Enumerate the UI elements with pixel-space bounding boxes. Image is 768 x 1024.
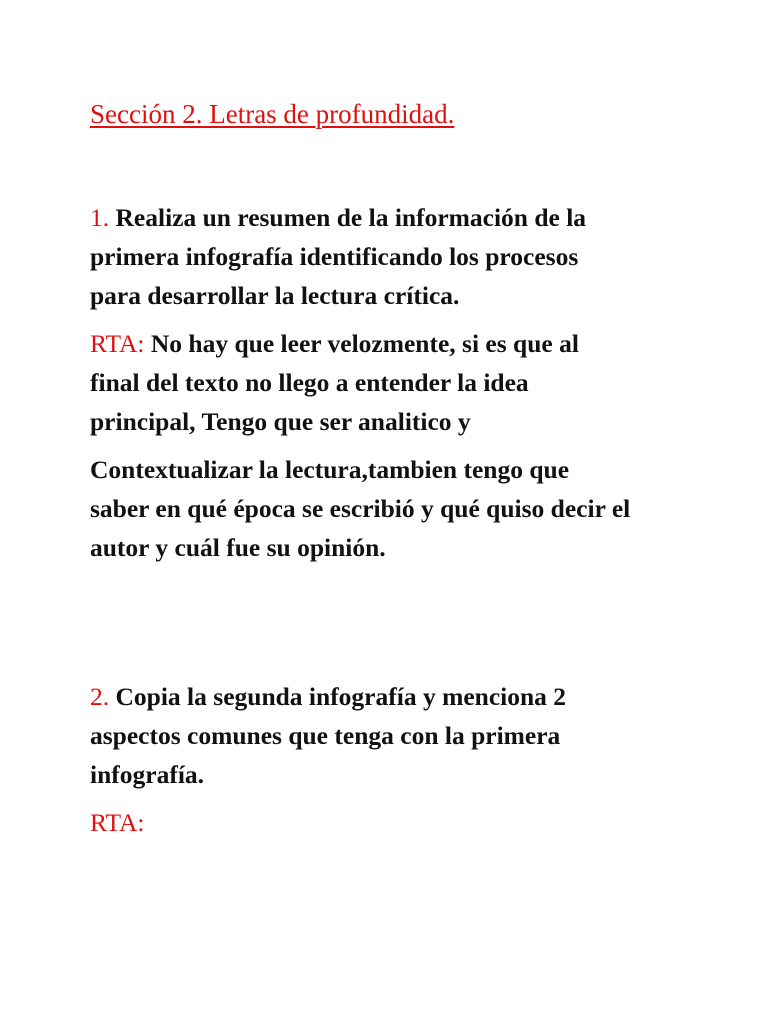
question-1-number: 1. (90, 203, 110, 232)
answer-1-line-5: saber en qué época se escribió y qué quiso decir el (90, 494, 631, 523)
question-2-line-3: infografía. (90, 760, 205, 789)
question-2-text: Copia la segunda infografía y menciona 2 (115, 682, 567, 711)
question-1-line-3: para desarrollar la lectura crítica. (90, 281, 460, 310)
answer-1-line-6: autor y cuál fue su opinión. (90, 533, 386, 562)
question-2-line-1 (90, 680, 566, 714)
answer-1-label: RTA: (90, 329, 145, 358)
answer-2-label: RTA: (90, 808, 145, 837)
question-2-number: 2. (90, 682, 110, 711)
answer-1-line-3: principal, Tengo que ser analitico y (90, 407, 471, 436)
question-2-line-2: aspectos comunes que tenga con la primera (90, 721, 561, 750)
question-1-text: Realiza un resumen de la información de la (115, 203, 587, 232)
question-1-line-2: primera infografía identificando los procesos (90, 242, 579, 271)
answer-1-line-4: Contextualizar la lectura,tambien tengo que (90, 455, 570, 484)
answer-2-line-1 (90, 806, 145, 840)
section-title: Sección 2. Letras de profundidad. (90, 99, 455, 129)
question-1-line-1 (90, 201, 586, 235)
answer-1-text: No hay que leer velozmente, si es que al (150, 329, 579, 358)
answer-1-line-1 (90, 327, 579, 361)
answer-1-line-2: final del texto no llego a entender la idea (90, 368, 529, 397)
